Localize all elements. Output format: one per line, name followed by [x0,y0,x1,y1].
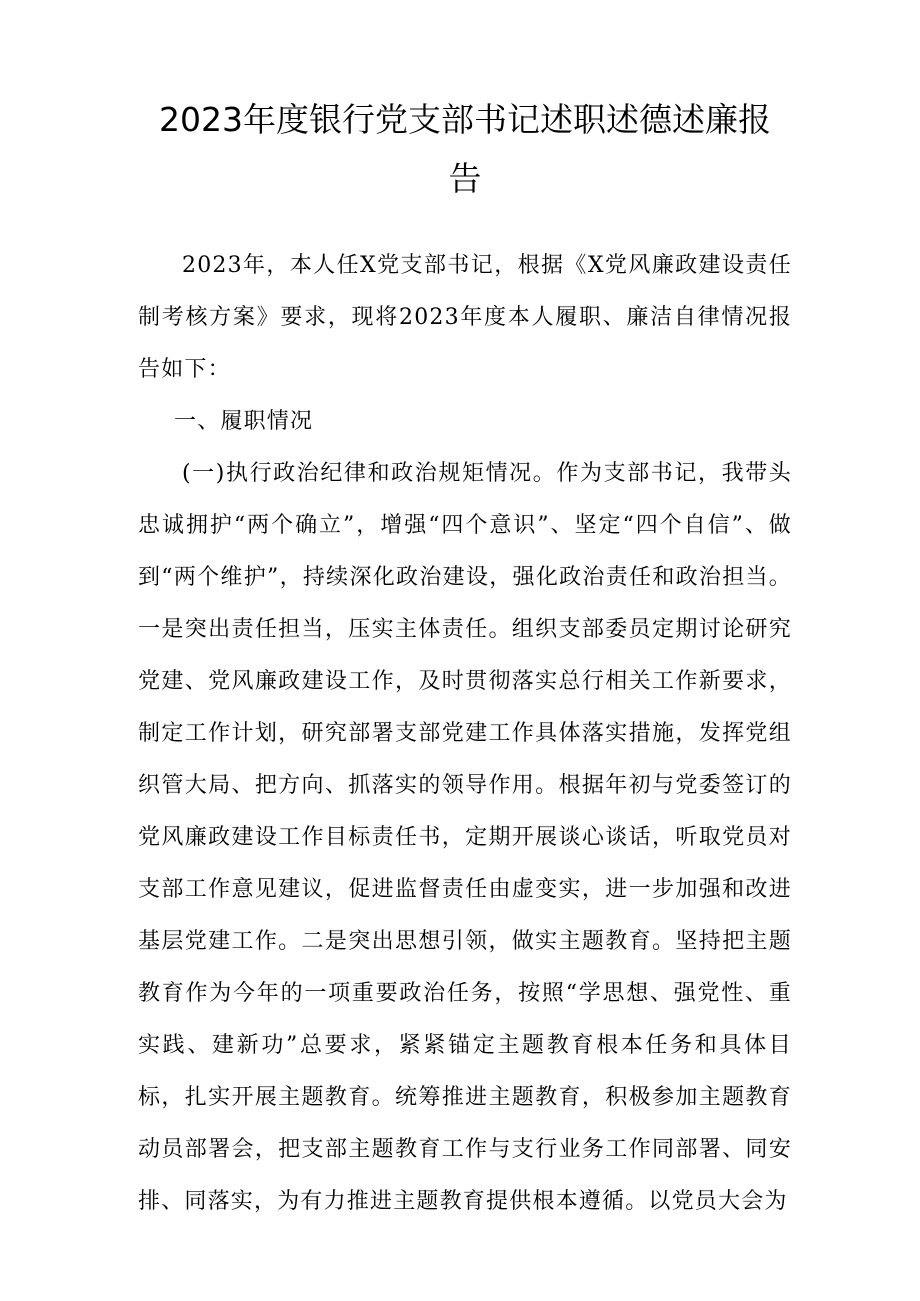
section-heading: 一、履职情况 [174,409,314,434]
document-title-line-1: 2023年度银行党支部书记述职述德述廉报 [159,100,771,139]
document-title-line-2: 告 [448,159,482,198]
intro-paragraph: 2023年，本人任X党支部书记，根据《X党风廉政建设责任制考核方案》要求，现将2023年度本人履职、廉洁自律情况报告如下： [138,253,792,382]
document-body [138,240,792,1228]
section-paragraph: (一)执行政治纪律和政治规矩情况。作为支部书记，我带头忠诚拥护“两个确立”，增强“四个意识”、坚定“四个自信”、做到“两个维护”，持续深化政治建设，强化政治责任和政治担当。一是突出责任担当，压实主体责任。组织支部委员定期讨论研究党建、党风廉政建设工作，及时贯彻落实总行相关工作新要求，制定工作计划，研究部署支部党建工作具体落实措施，发挥党组织管大局、把方向、抓落实的领导作用。根据年初与党委签订的党风廉政建设工作目标责任书，定期开展谈心谈话，听取党员对支部工作意见建议，促进监督责任由虚变实，进一步加强和改进基层党建工作。二是突出思想引领，做实主题教育。坚持把主题教育作为今年的一项重要政治任务，按照“学思想、强党性、重实践、建新功”总要求，紧紧锚定主题教育根本任务和具体目标，扎实开展主题教育。统筹推进主题教育，积极参加主题教育动员部署会，把支部主题教育工作与支行业务工作同部署、同安排、同落实，为有力推进主题教育提供根本遵循。以党员大会为 [138,461,792,1214]
